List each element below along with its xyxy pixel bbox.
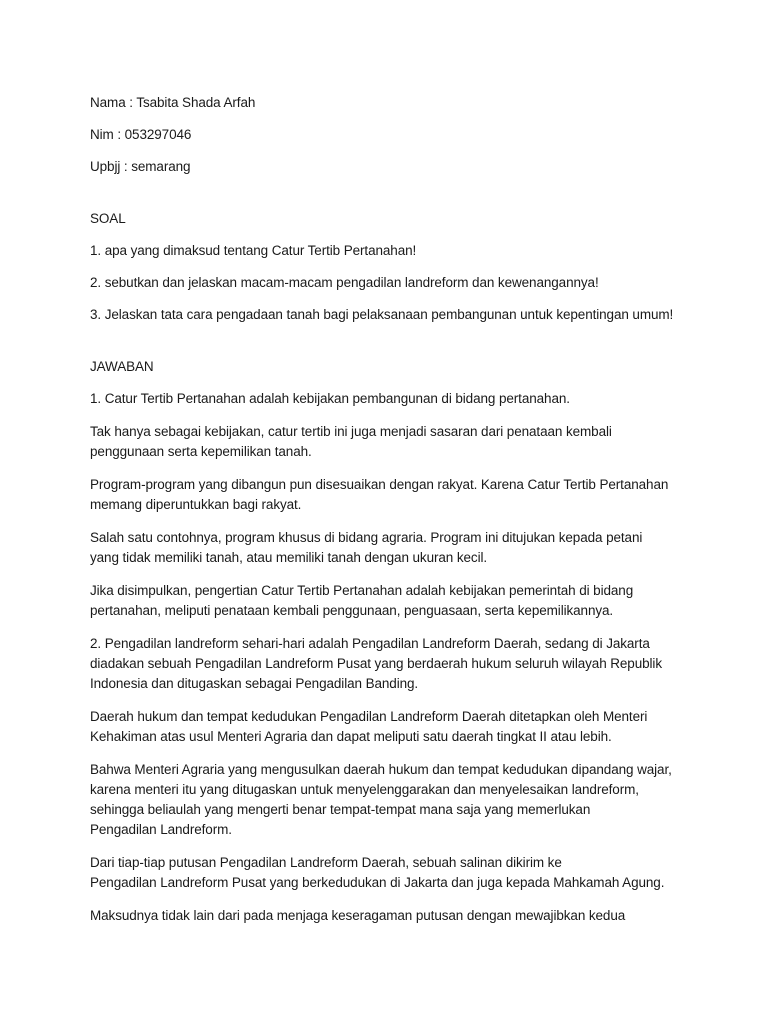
jawaban-paragraph: Tak hanya sebagai kebijakan, catur tertib ini juga menjadi sasaran dari penataan kembali penggunaan serta kepemilikan tanah. bbox=[90, 424, 612, 459]
soal-item: 3. Jelaskan tata cara pengadaan tanah bagi pelaksanaan pembangunan untuk kepentingan umum! bbox=[90, 307, 674, 322]
jawaban-paragraph: 2. Pengadilan landreform sehari-hari adalah Pengadilan Landreform Daerah, sedang di Jakarta diadakan sebuah Pengadilan Landreform Pusat yang berdaerah hukum seluruh wilayah Republik Indonesia dan ditugaskan sebagai Pengadilan Banding. bbox=[90, 636, 662, 691]
jawaban-paragraph: Jika disimpulkan, pengertian Catur Tertib Pertanahan adalah kebijakan pemerintah di bidang pertanahan, meliputi penataan kembali penggunaan, penguasaan, serta kepemilikannya. bbox=[90, 583, 634, 618]
student-nim: Nim : 053297046 bbox=[90, 127, 192, 142]
jawaban-paragraph: Dari tiap-tiap putusan Pengadilan Landreform Daerah, sebuah salinan dikirim ke Pengadilan Landreform Pusat yang berkedudukan di Jakarta dan juga kepada Mahkamah Agung. bbox=[90, 855, 665, 890]
jawaban-paragraph: Bahwa Menteri Agraria yang mengusulkan daerah hukum dan tempat kedudukan dipandang wajar, karena menteri itu yang ditugaskan untuk menyelenggarakan dan menyelesaikan landreform, sehingga beliaulah yang mengerti benar tempat-tempat mana saja yang memerlukan Pengadilan Landreform. bbox=[90, 762, 672, 837]
student-name: Nama : Tsabita Shada Arfah bbox=[90, 95, 256, 110]
student-upbjj: Upbjj : semarang bbox=[90, 159, 191, 174]
jawaban-heading: JAWABAN bbox=[90, 359, 154, 374]
soal-heading: SOAL bbox=[90, 211, 126, 226]
jawaban-paragraph: Salah satu contohnya, program khusus di bidang agraria. Program ini ditujukan kepada petani yang tidak memiliki tanah, atau memiliki tanah dengan ukuran kecil. bbox=[90, 530, 643, 565]
jawaban-paragraph: 1. Catur Tertib Pertanahan adalah kebijakan pembangunan di bidang pertanahan. bbox=[90, 391, 570, 406]
soal-item: 1. apa yang dimaksud tentang Catur Tertib Pertanahan! bbox=[90, 243, 417, 258]
jawaban-paragraph: Program-program yang dibangun pun disesuaikan dengan rakyat. Karena Catur Tertib Pertanahan memang diperuntukkan bagi rakyat. bbox=[90, 477, 669, 512]
jawaban-paragraph: Maksudnya tidak lain dari pada menjaga keseragaman putusan dengan mewajibkan kedua bbox=[90, 908, 626, 923]
jawaban-paragraph: Daerah hukum dan tempat kedudukan Pengadilan Landreform Daerah ditetapkan oleh Menteri Kehakiman atas usul Menteri Agraria dan dapat meliputi satu daerah tingkat II atau lebih. bbox=[90, 709, 648, 744]
soal-item: 2. sebutkan dan jelaskan macam-macam pengadilan landreform dan kewenangannya! bbox=[90, 275, 599, 290]
